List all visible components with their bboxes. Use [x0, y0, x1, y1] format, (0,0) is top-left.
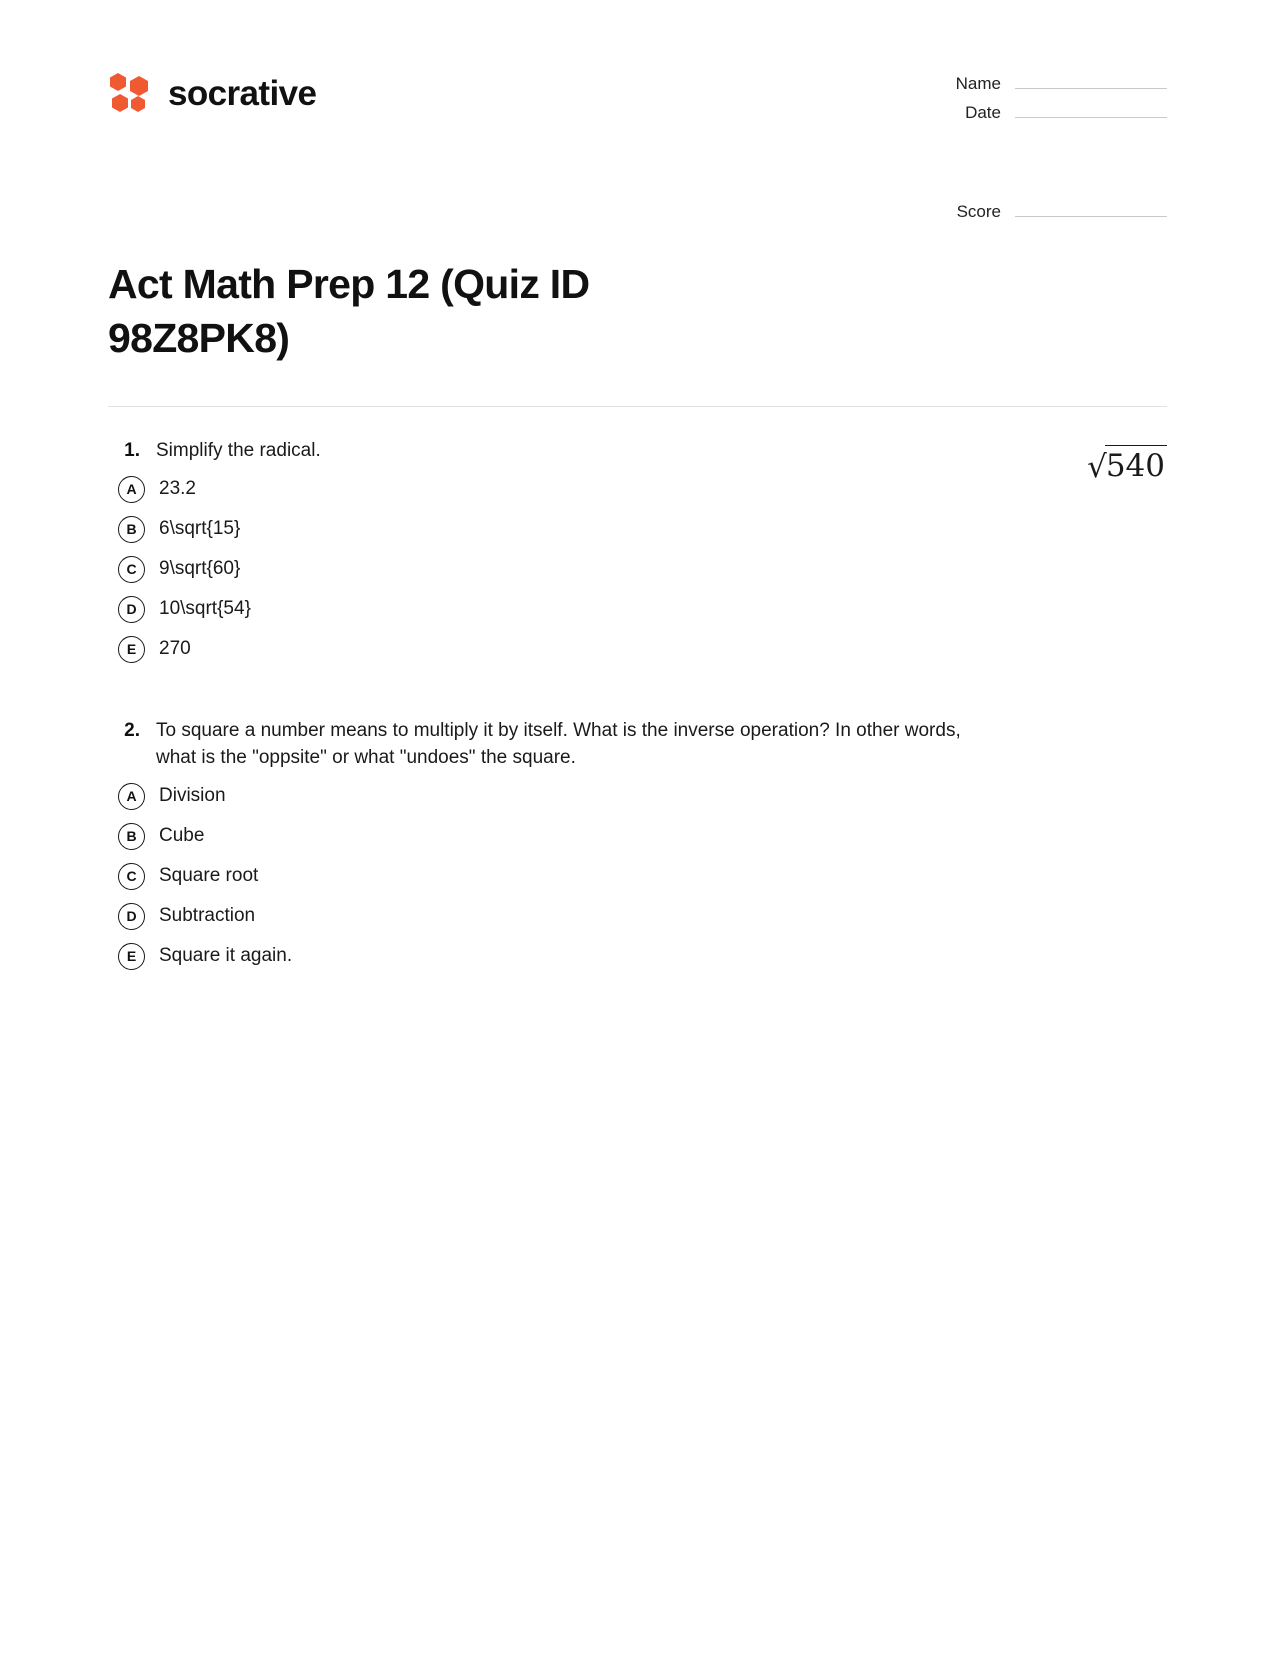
question-item — [108, 437, 1167, 663]
choice-option[interactable] — [108, 596, 1167, 623]
header-divider — [108, 406, 1167, 407]
choice-text: Subtraction — [159, 905, 256, 927]
question-number: 1. — [124, 440, 140, 462]
choices-list — [108, 783, 1167, 970]
question-media — [1087, 448, 1167, 486]
choice-bubble-a[interactable]: A — [118, 783, 145, 810]
choice-option[interactable] — [108, 556, 1167, 583]
choice-option[interactable] — [108, 476, 1167, 503]
math-radical-540 — [1087, 448, 1167, 486]
score-field-row — [931, 202, 1167, 222]
choice-bubble-b[interactable]: B — [118, 823, 145, 850]
title-section — [0, 257, 1275, 365]
question-header — [108, 717, 1167, 772]
name-field-row — [931, 74, 1167, 94]
socrative-logo — [108, 70, 316, 116]
choice-option[interactable] — [108, 823, 1167, 850]
radical-sign-icon: √ — [1087, 449, 1107, 486]
socrative-hexagon-logo-icon — [108, 70, 154, 116]
choice-bubble-d[interactable]: D — [118, 903, 145, 930]
choice-option[interactable] — [108, 636, 1167, 663]
date-field-row — [931, 103, 1167, 123]
choice-bubble-e[interactable]: E — [118, 636, 145, 663]
choice-bubble-a[interactable]: A — [118, 476, 145, 503]
choice-bubble-c[interactable]: C — [118, 556, 145, 583]
choice-text: 9\sqrt{60} — [159, 557, 241, 579]
choice-text: 6\sqrt{15} — [159, 517, 241, 539]
date-input-line[interactable] — [1015, 117, 1167, 118]
question-number: 2. — [124, 719, 140, 741]
choice-option[interactable] — [108, 783, 1167, 810]
choice-bubble-d[interactable]: D — [118, 596, 145, 623]
choice-text: Division — [159, 785, 226, 807]
choice-text: 23.2 — [159, 477, 196, 499]
question-text: To square a number means to multiply it by itself. What is the inverse operation? In other words, what is the "oppsite" or what "undoes" the square. — [156, 719, 961, 769]
page-header — [0, 0, 1275, 231]
choice-option[interactable] — [108, 516, 1167, 543]
choices-list — [108, 476, 1167, 663]
choice-option[interactable] — [108, 943, 1167, 970]
score-label: Score — [956, 202, 1001, 221]
score-input-line[interactable] — [1015, 216, 1167, 217]
choice-option[interactable] — [108, 863, 1167, 890]
choice-bubble-e[interactable]: E — [118, 943, 145, 970]
student-meta-fields — [931, 74, 1167, 231]
choice-text: Square it again. — [159, 945, 293, 967]
choice-bubble-c[interactable]: C — [118, 863, 145, 890]
question-item — [108, 717, 1167, 970]
question-text: Simplify the radical. — [156, 440, 321, 462]
choice-text: Square root — [159, 865, 259, 887]
date-label: Date — [965, 103, 1001, 122]
brand-name: socrative — [168, 73, 317, 113]
radicand: 540 — [1105, 445, 1167, 484]
choice-text: 270 — [159, 637, 191, 659]
choice-text: 10\sqrt{54} — [159, 597, 251, 619]
page-title: Act Math Prep 12 (Quiz ID 98Z8PK8) — [108, 261, 590, 362]
name-label: Name — [955, 74, 1001, 93]
question-header — [108, 437, 1167, 465]
choice-text: Cube — [159, 825, 205, 847]
questions-list — [0, 437, 1275, 970]
name-input-line[interactable] — [1015, 88, 1167, 89]
choice-option[interactable] — [108, 903, 1167, 930]
choice-bubble-b[interactable]: B — [118, 516, 145, 543]
